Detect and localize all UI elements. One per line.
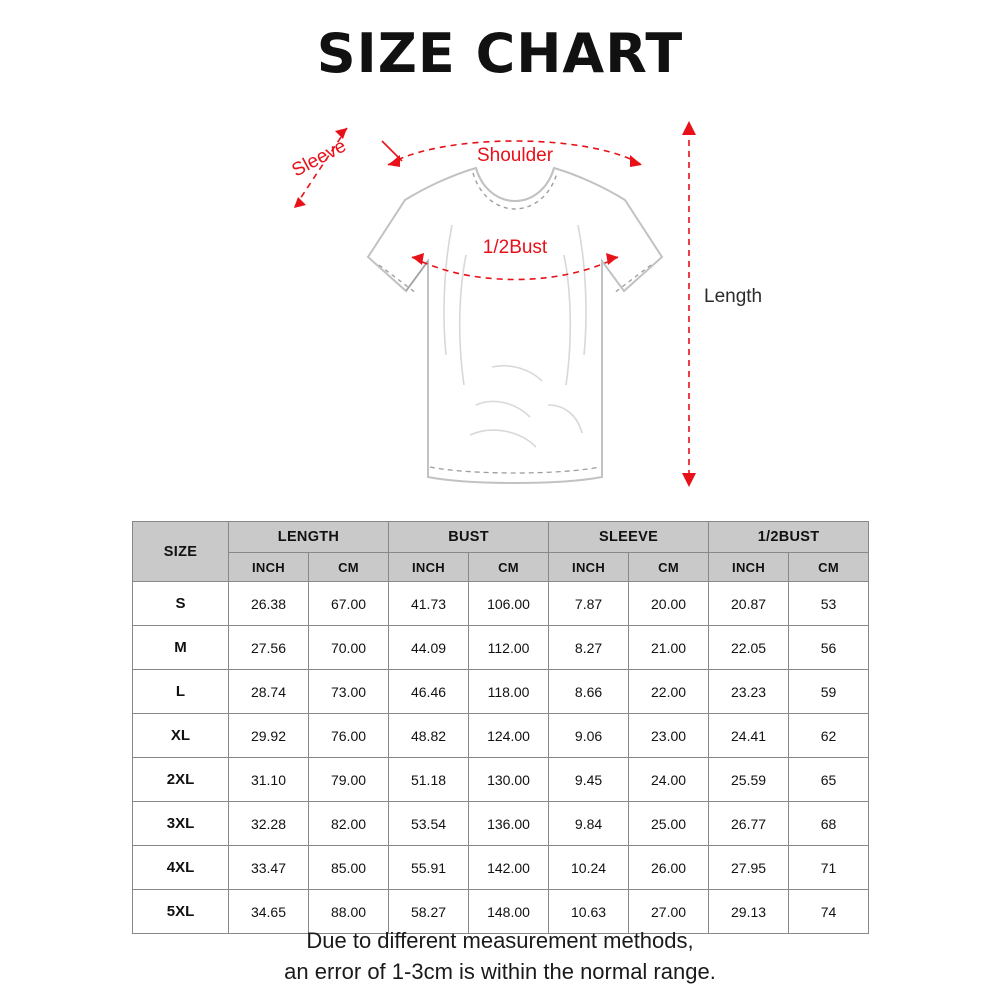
unit-sleeve-inch: INCH bbox=[549, 553, 629, 582]
cell-length-cm: 70.00 bbox=[309, 626, 389, 670]
cell-length-cm: 76.00 bbox=[309, 714, 389, 758]
cell-length-cm: 85.00 bbox=[309, 846, 389, 890]
cell-bust-cm: 124.00 bbox=[469, 714, 549, 758]
table-row bbox=[133, 714, 869, 758]
cell-sleeve-inch: 10.63 bbox=[549, 890, 629, 934]
cell-sleeve-inch: 7.87 bbox=[549, 582, 629, 626]
cell-sleeve-inch: 9.06 bbox=[549, 714, 629, 758]
cell-length-cm: 67.00 bbox=[309, 582, 389, 626]
table-row bbox=[133, 626, 869, 670]
unit-sleeve-cm: CM bbox=[629, 553, 709, 582]
row-size: 4XL bbox=[133, 846, 229, 890]
tshirt-illustration bbox=[230, 105, 770, 505]
cell-half-bust-inch: 20.87 bbox=[709, 582, 789, 626]
unit-header-row bbox=[133, 553, 869, 582]
cell-half-bust-inch: 25.59 bbox=[709, 758, 789, 802]
cell-bust-inch: 51.18 bbox=[389, 758, 469, 802]
disclaimer-line-2: an error of 1-3cm is within the normal range. bbox=[284, 959, 716, 984]
unit-length-inch: INCH bbox=[229, 553, 309, 582]
cell-length-cm: 88.00 bbox=[309, 890, 389, 934]
table-row bbox=[133, 802, 869, 846]
cell-half-bust-cm: 56 bbox=[789, 626, 869, 670]
cell-sleeve-inch: 8.27 bbox=[549, 626, 629, 670]
cell-sleeve-cm: 22.00 bbox=[629, 670, 709, 714]
cell-bust-inch: 53.54 bbox=[389, 802, 469, 846]
size-table-body bbox=[133, 582, 869, 934]
half-bust-label: 1/2Bust bbox=[482, 237, 548, 258]
cell-half-bust-cm: 65 bbox=[789, 758, 869, 802]
cell-bust-cm: 130.00 bbox=[469, 758, 549, 802]
cell-length-cm: 82.00 bbox=[309, 802, 389, 846]
cell-half-bust-cm: 53 bbox=[789, 582, 869, 626]
unit-bust-inch: INCH bbox=[389, 553, 469, 582]
size-table bbox=[132, 521, 869, 934]
table-row bbox=[133, 582, 869, 626]
tshirt-measurement-diagram bbox=[230, 105, 770, 505]
cell-sleeve-inch: 9.84 bbox=[549, 802, 629, 846]
sleeve-label: Sleeve bbox=[288, 135, 350, 182]
cell-bust-inch: 58.27 bbox=[389, 890, 469, 934]
cell-sleeve-cm: 21.00 bbox=[629, 626, 709, 670]
cell-half-bust-cm: 74 bbox=[789, 890, 869, 934]
cell-half-bust-inch: 22.05 bbox=[709, 626, 789, 670]
cell-bust-inch: 46.46 bbox=[389, 670, 469, 714]
cell-length-cm: 73.00 bbox=[309, 670, 389, 714]
cell-bust-cm: 148.00 bbox=[469, 890, 549, 934]
cell-bust-inch: 41.73 bbox=[389, 582, 469, 626]
cell-sleeve-cm: 27.00 bbox=[629, 890, 709, 934]
cell-half-bust-inch: 29.13 bbox=[709, 890, 789, 934]
header-length: LENGTH bbox=[229, 522, 389, 553]
unit-half-bust-inch: INCH bbox=[709, 553, 789, 582]
cell-half-bust-inch: 26.77 bbox=[709, 802, 789, 846]
table-row bbox=[133, 846, 869, 890]
cell-sleeve-cm: 23.00 bbox=[629, 714, 709, 758]
unit-length-cm: CM bbox=[309, 553, 389, 582]
row-size: L bbox=[133, 670, 229, 714]
cell-half-bust-inch: 27.95 bbox=[709, 846, 789, 890]
cell-bust-inch: 44.09 bbox=[389, 626, 469, 670]
cell-half-bust-cm: 68 bbox=[789, 802, 869, 846]
cell-sleeve-cm: 26.00 bbox=[629, 846, 709, 890]
cell-sleeve-cm: 24.00 bbox=[629, 758, 709, 802]
cell-length-inch: 34.65 bbox=[229, 890, 309, 934]
cell-bust-cm: 106.00 bbox=[469, 582, 549, 626]
cell-length-inch: 32.28 bbox=[229, 802, 309, 846]
cell-bust-cm: 118.00 bbox=[469, 670, 549, 714]
cell-half-bust-inch: 23.23 bbox=[709, 670, 789, 714]
cell-half-bust-cm: 59 bbox=[789, 670, 869, 714]
row-size: XL bbox=[133, 714, 229, 758]
row-size: 3XL bbox=[133, 802, 229, 846]
size-table-head bbox=[133, 522, 869, 582]
disclaimer-line-1: Due to different measurement methods, bbox=[306, 928, 694, 953]
cell-sleeve-inch: 9.45 bbox=[549, 758, 629, 802]
cell-sleeve-cm: 20.00 bbox=[629, 582, 709, 626]
group-header-row bbox=[133, 522, 869, 553]
unit-bust-cm: CM bbox=[469, 553, 549, 582]
cell-length-inch: 33.47 bbox=[229, 846, 309, 890]
page-title: SIZE CHART bbox=[316, 22, 684, 85]
cell-length-inch: 31.10 bbox=[229, 758, 309, 802]
cell-length-inch: 27.56 bbox=[229, 626, 309, 670]
header-sleeve: SLEEVE bbox=[549, 522, 709, 553]
header-bust: BUST bbox=[389, 522, 549, 553]
header-size: SIZE bbox=[133, 522, 229, 582]
cell-bust-inch: 48.82 bbox=[389, 714, 469, 758]
table-row bbox=[133, 670, 869, 714]
shoulder-label: Shoulder bbox=[476, 145, 554, 166]
cell-half-bust-cm: 62 bbox=[789, 714, 869, 758]
table-row bbox=[133, 758, 869, 802]
cell-half-bust-cm: 71 bbox=[789, 846, 869, 890]
cell-sleeve-cm: 25.00 bbox=[629, 802, 709, 846]
row-size: S bbox=[133, 582, 229, 626]
cell-half-bust-inch: 24.41 bbox=[709, 714, 789, 758]
cell-bust-cm: 112.00 bbox=[469, 626, 549, 670]
cell-sleeve-inch: 8.66 bbox=[549, 670, 629, 714]
size-table-container bbox=[132, 521, 868, 934]
row-size: M bbox=[133, 626, 229, 670]
cell-bust-cm: 142.00 bbox=[469, 846, 549, 890]
cell-length-inch: 28.74 bbox=[229, 670, 309, 714]
header-half-bust: 1/2BUST bbox=[709, 522, 869, 553]
measurement-disclaimer bbox=[0, 925, 1000, 987]
cell-bust-cm: 136.00 bbox=[469, 802, 549, 846]
cell-sleeve-inch: 10.24 bbox=[549, 846, 629, 890]
cell-length-cm: 79.00 bbox=[309, 758, 389, 802]
cell-length-inch: 29.92 bbox=[229, 714, 309, 758]
cell-bust-inch: 55.91 bbox=[389, 846, 469, 890]
row-size: 5XL bbox=[133, 890, 229, 934]
length-label: Length bbox=[704, 286, 763, 307]
cell-length-inch: 26.38 bbox=[229, 582, 309, 626]
row-size: 2XL bbox=[133, 758, 229, 802]
unit-half-bust-cm: CM bbox=[789, 553, 869, 582]
